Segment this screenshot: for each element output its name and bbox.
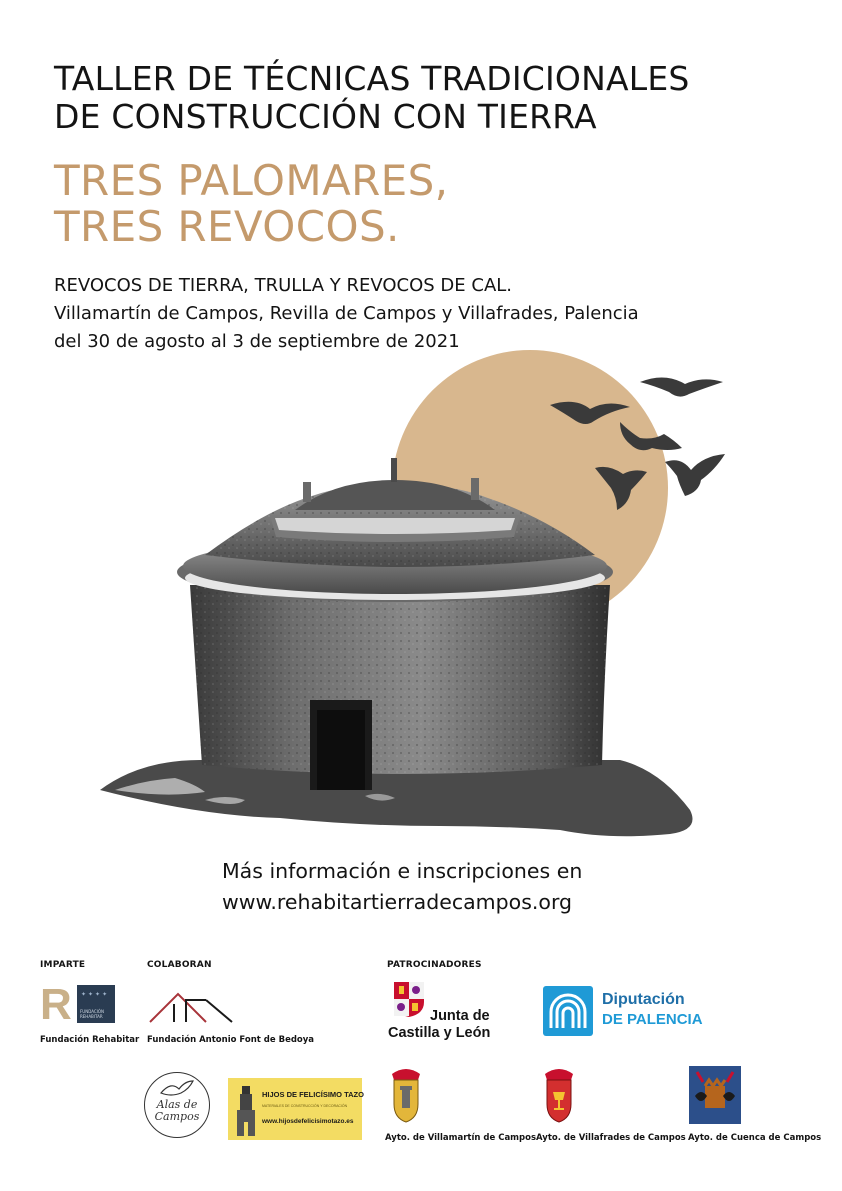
poster-title xyxy=(54,60,690,136)
label-colaboran: COLABORAN xyxy=(147,960,212,970)
details-locations: Villamartín de Campos, Revilla de Campos y Villafrades, Palencia xyxy=(54,303,639,324)
subtitle-line-2: TRES REVOCOS. xyxy=(54,202,400,251)
label-patrocinadores: PATROCINADORES xyxy=(387,960,482,970)
rehabitar-r-logo: R xyxy=(40,980,72,1029)
cuenca-crest-icon xyxy=(689,1066,741,1124)
event-details xyxy=(54,272,639,356)
villamartin-crest-icon xyxy=(386,1064,426,1126)
info-url[interactable]: www.rehabitartierradecampos.org xyxy=(222,890,573,914)
alas-text: Alas de Campos xyxy=(154,1098,200,1123)
caption-bedoya: Fundación Antonio Font de Bedoya xyxy=(147,1035,315,1045)
caption-cuenca: Ayto. de Cuenca de Campos xyxy=(688,1133,822,1143)
info-text: Más información e inscripciones en xyxy=(222,859,583,883)
caption-villafrades: Ayto. de Villafrades de Campos xyxy=(536,1133,686,1143)
tower-icon xyxy=(234,1082,258,1138)
felicisimo-url: www.hijosdefelicisimotazo.es xyxy=(262,1118,354,1125)
arch-icon xyxy=(543,986,593,1036)
diputacion-logo xyxy=(543,986,593,1036)
poster-subtitle xyxy=(54,158,448,250)
details-dates: del 30 de agosto al 3 de septiembre de 2021 xyxy=(54,331,460,352)
caption-rehabitar: Fundación Rehabitar xyxy=(40,1035,140,1045)
details-topics: REVOCOS DE TIERRA, TRULLA Y REVOCOS DE CAL. xyxy=(54,275,513,296)
subtitle-line-1: TRES PALOMARES, xyxy=(54,156,449,205)
stars-icon: ✦✦✦✦ xyxy=(81,991,110,998)
title-line-2: DE CONSTRUCCIÓN CON TIERRA xyxy=(54,97,597,136)
rehabitar-box-text: FUNDACIÓN REHABITAR xyxy=(80,1009,105,1019)
junta-line-2: Castilla y León xyxy=(388,1025,491,1041)
label-imparte: IMPARTE xyxy=(40,960,86,970)
bedoya-logo xyxy=(148,986,234,1026)
diputacion-line-2: DE PALENCIA xyxy=(602,1011,703,1028)
felicisimo-sub: MATERIALES DE CONSTRUCCIÓN Y DECORACIÓN xyxy=(262,1104,348,1108)
title-line-1: TALLER DE TÉCNICAS TRADICIONALES xyxy=(54,59,690,98)
diputacion-line-1: Diputación xyxy=(602,991,685,1008)
junta-line-1: Junta de xyxy=(430,1008,490,1024)
felicisimo-title: HIJOS DE FELICÍSIMO TAZO xyxy=(262,1090,364,1099)
junta-shield-icon xyxy=(392,980,426,1018)
felicisimo-logo xyxy=(228,1078,362,1140)
rehabitar-box-logo xyxy=(77,985,115,1023)
caption-villamartin: Ayto. de Villamartín de Campos xyxy=(385,1133,537,1143)
villafrades-crest-icon xyxy=(539,1064,579,1126)
dovecote-illustration xyxy=(95,350,755,840)
dove-icon xyxy=(159,1079,195,1099)
alas-de-campos-logo xyxy=(144,1072,210,1138)
more-info xyxy=(222,856,582,918)
